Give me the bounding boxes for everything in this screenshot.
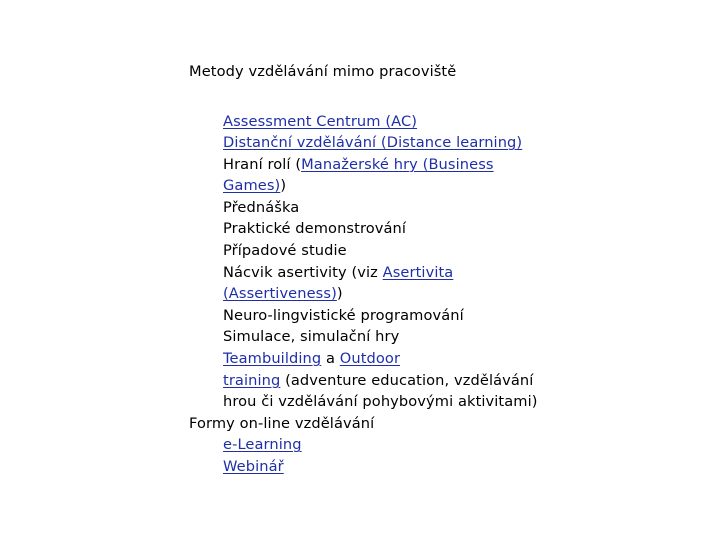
- list-item-teambuilding: [223, 348, 400, 369]
- link-distance-learning[interactable]: Distanční vzdělávání (Distance learning): [223, 134, 523, 151]
- link-business-games[interactable]: Manažerské hry (Business: [301, 156, 494, 173]
- link-outdoor-training-cont[interactable]: training: [223, 372, 281, 389]
- assertiveness-prefix: Nácvik asertivity (viz: [223, 264, 383, 281]
- list-item-distance: [223, 132, 522, 153]
- role-play-suffix: ): [280, 177, 287, 194]
- list-item-webinar: [223, 456, 284, 477]
- list-item-adventure-cont: hrou či vzdělávání pohybovými aktivitami): [223, 393, 538, 410]
- list-item-role-play-cont: [223, 175, 286, 196]
- link-business-games-cont[interactable]: Games): [223, 177, 281, 194]
- list-item-lecture: Přednáška: [223, 199, 300, 216]
- link-webinar[interactable]: Webinář: [223, 458, 284, 475]
- link-assessment-centrum[interactable]: Assessment Centrum (AC): [223, 113, 418, 130]
- adventure-text: (adventure education, vzdělávání: [280, 372, 534, 389]
- list-item-assertiveness: [223, 262, 453, 283]
- link-outdoor-training[interactable]: Outdoor: [339, 350, 401, 367]
- list-item-assertiveness-cont: [223, 283, 343, 304]
- list-item-case-studies: Případové studie: [223, 242, 347, 259]
- section-heading-offsite: Metody vzdělávání mimo pracoviště: [189, 63, 457, 80]
- list-item-role-play: [223, 154, 494, 175]
- list-item-elearning: [223, 434, 302, 455]
- link-teambuilding[interactable]: Teambuilding: [223, 350, 322, 367]
- list-item-demonstration: Praktické demonstrování: [223, 220, 407, 237]
- role-play-prefix: Hraní rolí (: [223, 156, 302, 173]
- list-item-nlp: Neuro-lingvistické programování: [223, 307, 464, 324]
- section-heading-online: Formy on-line vzdělávání: [189, 415, 375, 432]
- link-asertivita[interactable]: Asertivita: [382, 264, 454, 281]
- link-e-learning[interactable]: e-Learning: [223, 436, 302, 453]
- list-item-assessment: [223, 111, 417, 132]
- conjunction-and: a: [321, 350, 340, 367]
- list-item-simulation: Simulace, simulační hry: [223, 328, 400, 345]
- assertiveness-suffix: ): [336, 285, 343, 302]
- link-assertiveness[interactable]: (Assertiveness): [223, 285, 337, 302]
- list-item-teambuilding-cont: [223, 370, 533, 391]
